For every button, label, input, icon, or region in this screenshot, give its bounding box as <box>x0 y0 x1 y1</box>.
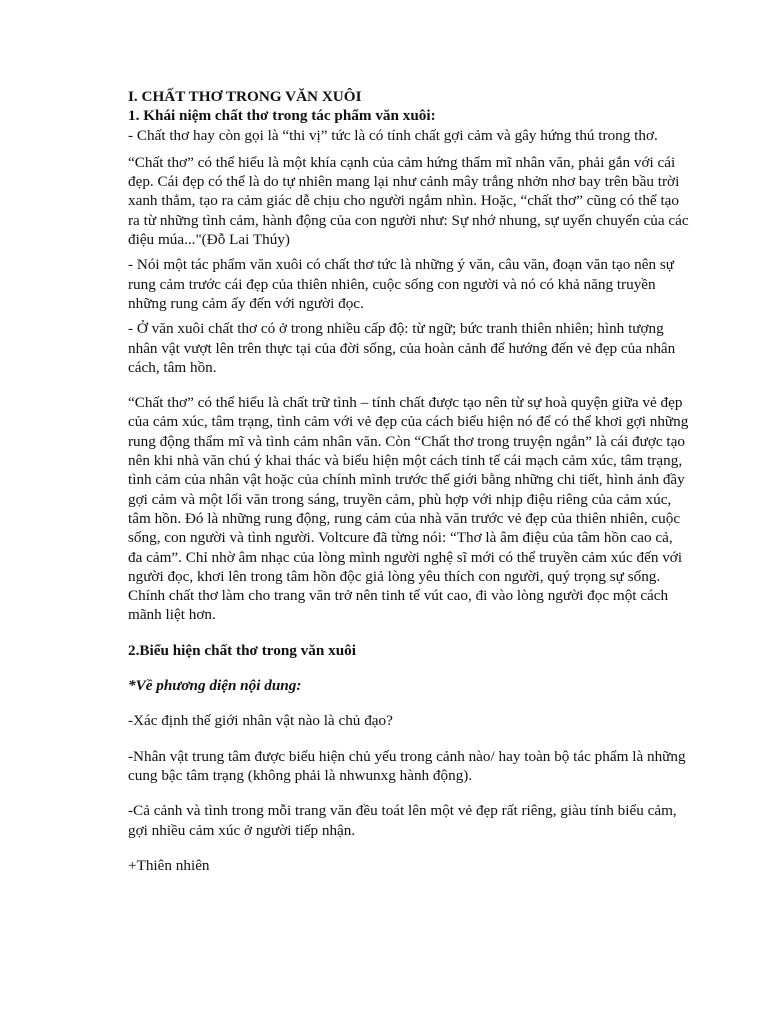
paragraph-1: - Chất thơ hay còn gọi là “thi vị” tức là có tính chất gợi cảm và gây hứng thú trong thơ. <box>128 126 658 144</box>
paragraph-5: “Chất thơ” có thể hiểu là chất trữ tình – tính chất được tạo nên từ sự hoà quyện giữa vẻ đẹp của cảm xúc, tâm trạng, tình cảm với vẻ đẹp của cách biểu hiện nó để có thể khơi gợi những rung động thẩm mĩ và tình cảm nhân văn. Còn “Chất thơ trong truyện ngắn” là cái được tạo nên khi nhà văn chú ý khai thác và biểu hiện một cách tinh tế cái mạch cảm xúc, tâm trạng, tình cảm của nhân vật hoặc của chính mình trước thế giới bằng những chi tiết, hình ảnh đầy gợi cảm và một lối văn trong sáng, truyền cảm, phù hợp với nhịp điệu riêng của cảm xúc, tâm hồn. Đó là những rung động, rung cảm của nhà văn trước vẻ đẹp của thiên nhiên, cuộc sống, con người và tình người. Voltcure đã từng nói: “Thơ là âm điệu của tâm hồn cao cả, đa cảm”. Chỉ nhờ âm nhạc của lòng mình người nghệ sĩ mới có thể truyền cảm xúc đến với người đọc, khơi lên trong tâm hồn độc giả lòng yêu thích con người, quý trọng sự sống. Chính chất thơ làm cho trang văn trở nên tinh tế vút cao, đi vào lòng người đọc một cách mãnh liệt hơn. <box>128 394 689 624</box>
document-body <box>128 87 690 875</box>
paragraph-9: +Thiên nhiên <box>128 856 210 874</box>
paragraph-2: “Chất thơ” có thể hiểu là một khía cạnh của cảm hứng thẩm mĩ nhân văn, phải gắn với cái đẹp. Cái đẹp có thể là do tự nhiên mang lại như cảnh mây trắng nhởn nhơ bay trên bầu trời xanh thẳm, tạo ra cảm giác dễ chịu cho người ngắm nhìn. Hoặc, “chất thơ” cũng có thể tạo ra từ những tình cảm, hành động của con người như: Sự nhớ nhung, sự uyển chuyển của các điệu múa..."(Đỗ Lai Thúy) <box>128 153 689 249</box>
section-heading-2: 2.Biểu hiện chất thơ trong văn xuôi <box>128 641 356 659</box>
paragraph-7: -Nhân vật trung tâm được biểu hiện chủ yếu trong cảnh nào/ hay toàn bộ tác phẩm là những cung bậc tâm trạng (không phải là nhwunxg hành động). <box>128 747 686 784</box>
paragraph-6: -Xác định thế giới nhân vật nào là chủ đạo? <box>128 712 393 730</box>
paragraph-3: - Nói một tác phẩm văn xuôi có chất thơ tức là những ý văn, câu văn, đoạn văn tạo nên sự rung cảm trước cái đẹp của thiên nhiên, cuộc sống con người và nó có khả năng truyền những rung cảm ấy đến với người đọc. <box>128 256 675 312</box>
subsection-heading: *Về phương diện nội dung: <box>128 677 302 695</box>
main-heading: I. CHẤT THƠ TRONG VĂN XUÔI <box>128 88 362 105</box>
paragraph-8: -Cả cảnh và tình trong mỗi trang văn đều toát lên một vẻ đẹp rất riêng, giàu tính biểu cảm, gợi nhiều cảm xúc ở người tiếp nhận. <box>128 802 677 839</box>
section-heading-1: 1. Khái niệm chất thơ trong tác phẩm văn xuôi: <box>128 107 436 125</box>
paragraph-4: - Ở văn xuôi chất thơ có ở trong nhiều cấp độ: từ ngữ; bức tranh thiên nhiên; hình tượng nhân vật vượt lên trên thực tại của đời sống, của hoàn cảnh để hướng đến vẻ đẹp của nhân cách, tâm hồn. <box>128 320 676 376</box>
